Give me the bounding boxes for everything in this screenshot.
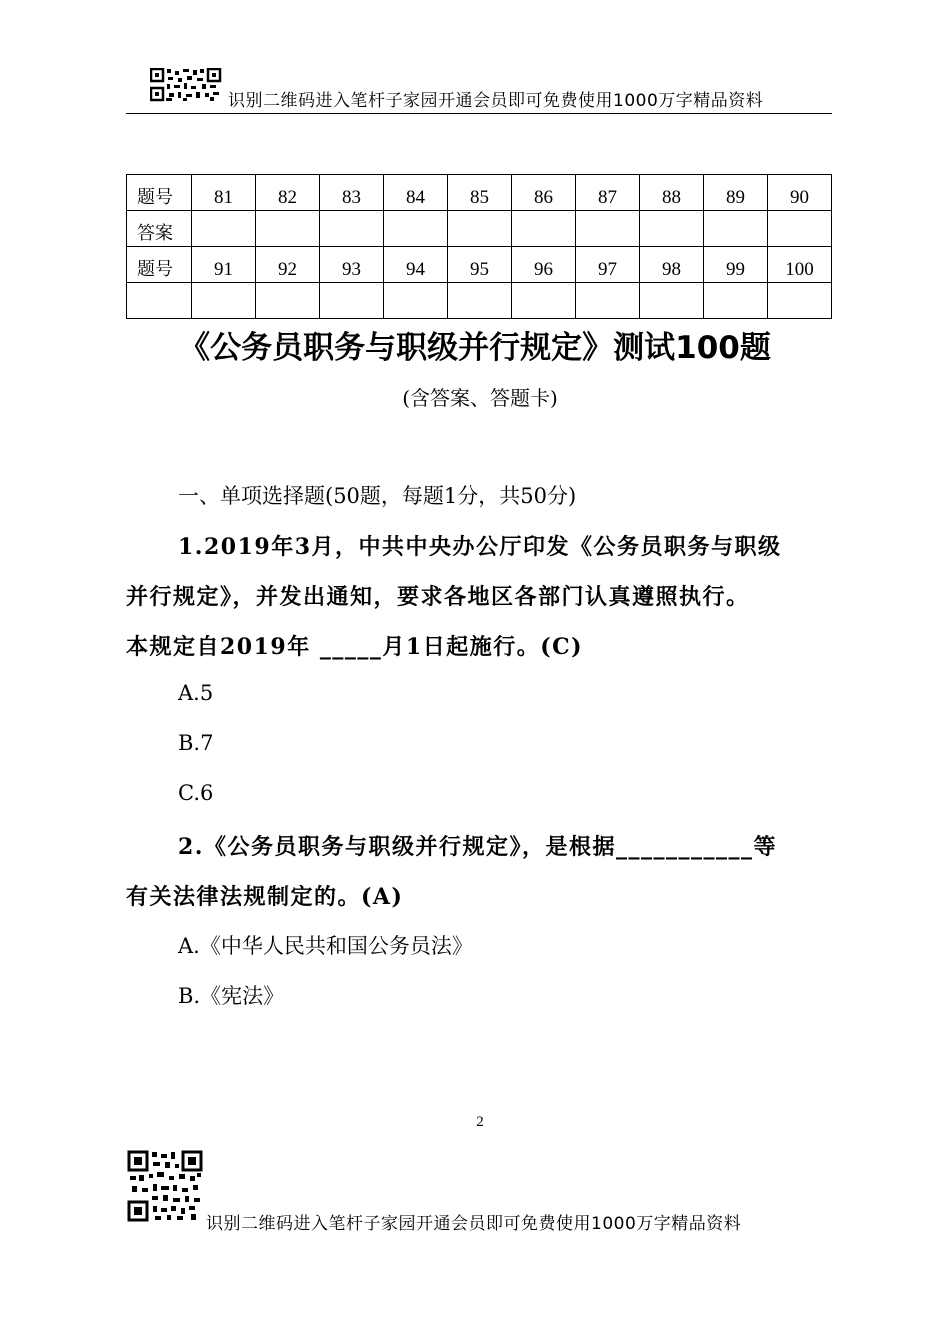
table-row [127, 211, 832, 247]
table-cell: 99 [704, 247, 768, 283]
answer-cell[interactable] [384, 211, 448, 247]
question-2-option-a[interactable]: A.《中华人民共和国公务员法》 [178, 934, 473, 958]
question-2-line-1: 2.《公务员职务与职级并行规定》，是根据___________等 [178, 834, 777, 860]
table-cell: 84 [384, 175, 448, 211]
table-cell: 97 [576, 247, 640, 283]
table-cell: 题号 [127, 175, 192, 211]
table-cell [127, 283, 192, 319]
table-cell: 98 [640, 247, 704, 283]
answer-cell[interactable] [320, 211, 384, 247]
table-cell: 94 [384, 247, 448, 283]
table-cell: 88 [640, 175, 704, 211]
answer-cell[interactable] [192, 211, 256, 247]
table-cell: 96 [512, 247, 576, 283]
answer-cell[interactable] [384, 283, 448, 319]
table-cell: 92 [256, 247, 320, 283]
answer-cell[interactable] [640, 283, 704, 319]
table-cell: 82 [256, 175, 320, 211]
table-cell: 85 [448, 175, 512, 211]
answer-cell[interactable] [640, 211, 704, 247]
answer-cell[interactable] [768, 211, 832, 247]
table-cell: 93 [320, 247, 384, 283]
table-row [127, 247, 832, 283]
answer-cell[interactable] [576, 283, 640, 319]
answer-cell[interactable] [704, 283, 768, 319]
question-1-line-1: 1.2019年3月，中共中央办公厅印发《公务员职务与职级 [178, 534, 782, 560]
answer-cell[interactable] [448, 283, 512, 319]
table-row [127, 175, 832, 211]
table-cell: 87 [576, 175, 640, 211]
document-subtitle: (含答案、答题卡) [402, 386, 558, 410]
answer-cell[interactable] [768, 283, 832, 319]
answer-cell[interactable] [256, 283, 320, 319]
page-number: 2 [476, 1114, 484, 1130]
answer-cell[interactable] [576, 211, 640, 247]
answer-cell[interactable] [512, 211, 576, 247]
question-2-option-b[interactable]: B.《宪法》 [178, 984, 285, 1008]
table-cell: 89 [704, 175, 768, 211]
section-heading: 一、单项选择题(50题，每题1分，共50分) [178, 484, 577, 508]
answer-cell[interactable] [256, 211, 320, 247]
answer-cell[interactable] [704, 211, 768, 247]
document-title: 《公务员职务与职级并行规定》测试100题 [179, 330, 771, 366]
header-divider [126, 113, 832, 114]
answer-cell[interactable] [192, 283, 256, 319]
footer-qr-code-icon [127, 1150, 203, 1222]
table-cell: 83 [320, 175, 384, 211]
table-cell: 题号 [127, 247, 192, 283]
answer-cell[interactable] [448, 211, 512, 247]
table-cell: 86 [512, 175, 576, 211]
table-cell: 100 [768, 247, 832, 283]
table-cell: 95 [448, 247, 512, 283]
header-qr-code-icon [150, 68, 222, 102]
question-2-line-2: 有关法律法规制定的。(A) [126, 884, 404, 910]
table-row [127, 283, 832, 319]
question-1-option-a[interactable]: A.5 [178, 681, 214, 705]
table-cell: 答案 [127, 211, 192, 247]
question-1-option-c[interactable]: C.6 [178, 781, 214, 805]
table-cell: 90 [768, 175, 832, 211]
table-cell: 91 [192, 247, 256, 283]
answer-sheet-table [126, 174, 832, 319]
header-promo-text: 识别二维码进入笔杆子家园开通会员即可免费使用1000万字精品资料 [228, 91, 764, 111]
answer-cell[interactable] [512, 283, 576, 319]
footer-promo-text: 识别二维码进入笔杆子家园开通会员即可免费使用1000万字精品资料 [206, 1214, 742, 1234]
table-cell: 81 [192, 175, 256, 211]
answer-cell[interactable] [320, 283, 384, 319]
question-1-option-b[interactable]: B.7 [178, 731, 214, 755]
question-1-line-2: 并行规定》，并发出通知，要求各地区各部门认真遵照执行。 [126, 584, 750, 610]
question-1-line-3: 本规定自2019年 _____月1日起施行。(C) [126, 634, 584, 660]
